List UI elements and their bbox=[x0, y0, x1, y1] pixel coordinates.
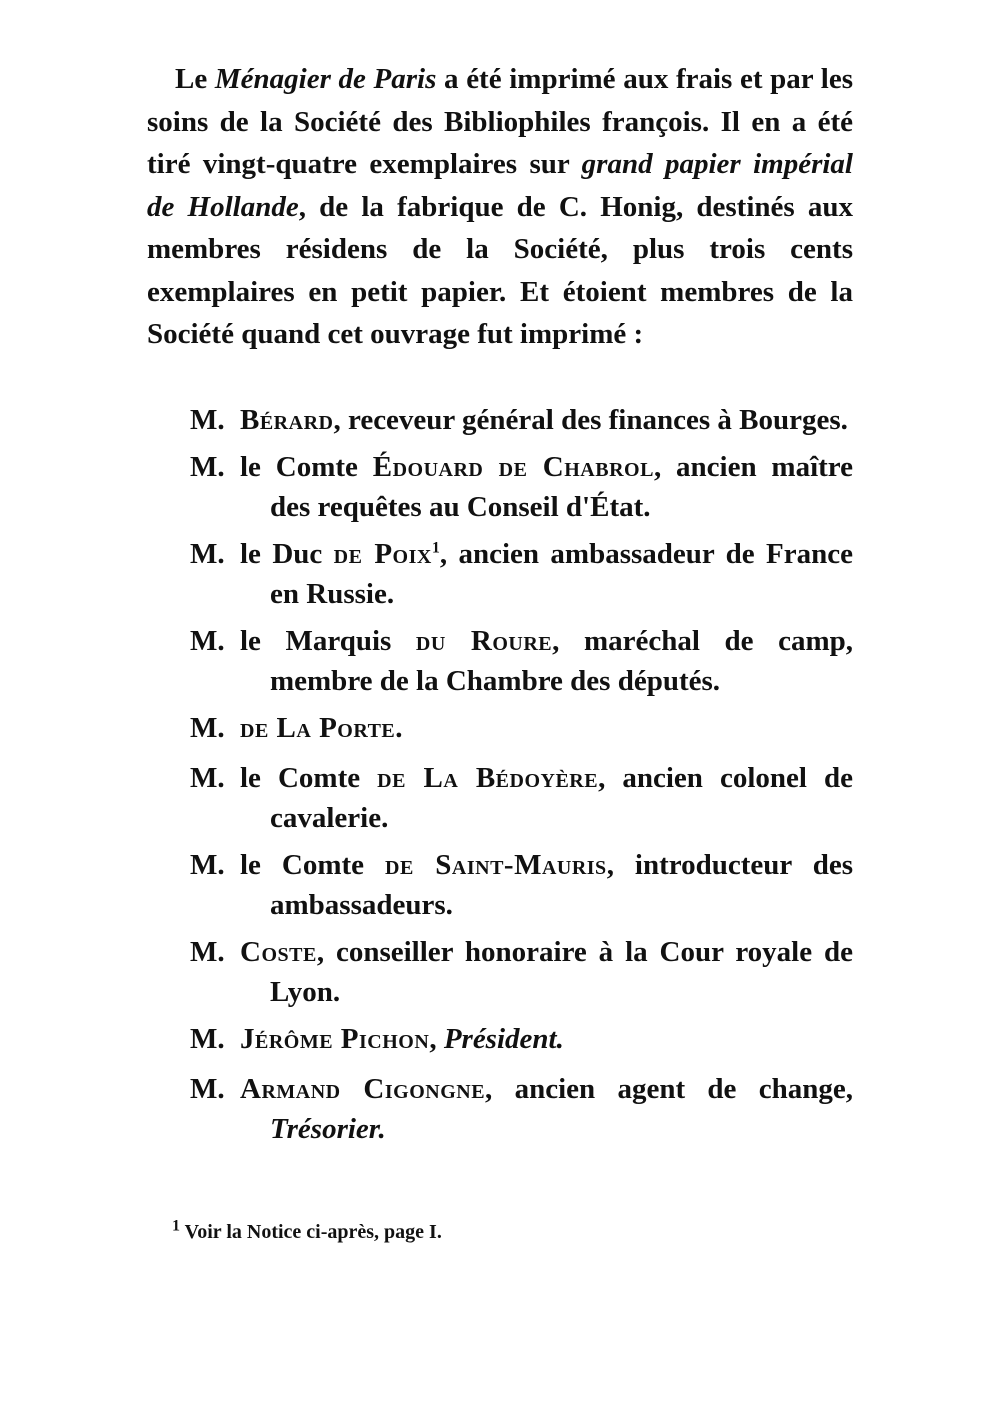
member-rank: le Comte bbox=[240, 849, 386, 881]
intro-text bbox=[147, 58, 853, 356]
member-honorific: M. bbox=[190, 712, 225, 744]
member-name: de Saint-Mauris bbox=[385, 849, 607, 881]
member-description: , maréchal de camp, membre de la Chambre des députés. bbox=[270, 625, 853, 697]
member-role: Président. bbox=[443, 1023, 564, 1055]
paper-type: grand papier impérial de Hollande bbox=[147, 148, 853, 223]
member-role: Trésorier. bbox=[270, 1113, 386, 1145]
member-entry bbox=[190, 621, 853, 701]
member-honorific: M. bbox=[190, 1023, 225, 1055]
member-description: . bbox=[395, 712, 403, 744]
member-name: Édouard de Chabrol bbox=[372, 451, 654, 483]
member-entry bbox=[190, 758, 853, 838]
member-entry bbox=[190, 534, 853, 614]
member-description: , ancien agent de change, bbox=[485, 1073, 853, 1105]
member-entry bbox=[190, 932, 853, 1012]
member-name: Jérôme Pichon bbox=[240, 1023, 430, 1055]
member-description: , receveur général des finances à Bourges. bbox=[333, 404, 848, 436]
member-name: Coste bbox=[240, 936, 317, 968]
member-name: de La Bédoyère bbox=[377, 762, 599, 794]
member-name: du Roure bbox=[415, 625, 553, 657]
member-entry bbox=[190, 708, 853, 748]
member-entry bbox=[190, 400, 853, 440]
member-name: Armand Cigongne bbox=[240, 1073, 486, 1105]
member-description: , conseiller honoraire à la Cour royale de Lyon. bbox=[270, 936, 853, 1008]
member-entry bbox=[190, 447, 853, 527]
intro-part-3: , de la fabrique de C. Honig, destinés aux membres résidens de la Société, plus trois cents exemplaires en petit papier. Et étoient membres de la Société quand cet ouvrage fut imprimé : bbox=[147, 190, 853, 350]
book-title: Ménagier de Paris bbox=[214, 63, 437, 95]
footnote-text: Voir la Notice ci-après, page I. bbox=[180, 1221, 442, 1243]
intro-part-2: a été imprimé aux frais et par les soins de la Société des Bibliophiles françois. Il en a été tiré vingt-quatre exemplaires sur bbox=[147, 63, 854, 180]
member-name: de La Porte bbox=[240, 712, 396, 744]
member-entry bbox=[190, 1019, 853, 1059]
intro-part-1: Le bbox=[175, 63, 215, 95]
member-honorific: M. bbox=[190, 936, 225, 968]
member-name: de Poix bbox=[333, 538, 432, 570]
member-honorific: M. bbox=[190, 1073, 225, 1105]
member-description: , ancien colonel de cavalerie. bbox=[270, 762, 854, 834]
footnote-mark: 1 bbox=[431, 539, 440, 557]
member-description: , ancien maître des requêtes au Conseil d'État. bbox=[270, 451, 854, 523]
member-entry bbox=[190, 1069, 853, 1149]
member-honorific: M. bbox=[190, 849, 225, 881]
member-rank: le Comte bbox=[240, 762, 378, 794]
footnote bbox=[172, 1218, 442, 1246]
member-rank: le Comte bbox=[240, 451, 373, 483]
member-name: Bérard bbox=[240, 404, 334, 436]
member-description: , introducteur des ambassadeurs. bbox=[270, 849, 854, 921]
member-description: , bbox=[429, 1023, 444, 1055]
member-description: , ancien ambassadeur de France en Russie. bbox=[270, 538, 853, 610]
member-rank: le Duc bbox=[240, 538, 334, 570]
intro-paragraph bbox=[147, 58, 853, 356]
member-honorific: M. bbox=[190, 762, 225, 794]
member-entry bbox=[190, 845, 853, 925]
member-list bbox=[190, 400, 853, 1156]
footnote-number: 1 bbox=[172, 1217, 180, 1235]
member-honorific: M. bbox=[190, 404, 225, 436]
member-rank: le Marquis bbox=[240, 625, 416, 657]
member-honorific: M. bbox=[190, 451, 225, 483]
member-honorific: M. bbox=[190, 538, 225, 570]
member-honorific: M. bbox=[190, 625, 225, 657]
